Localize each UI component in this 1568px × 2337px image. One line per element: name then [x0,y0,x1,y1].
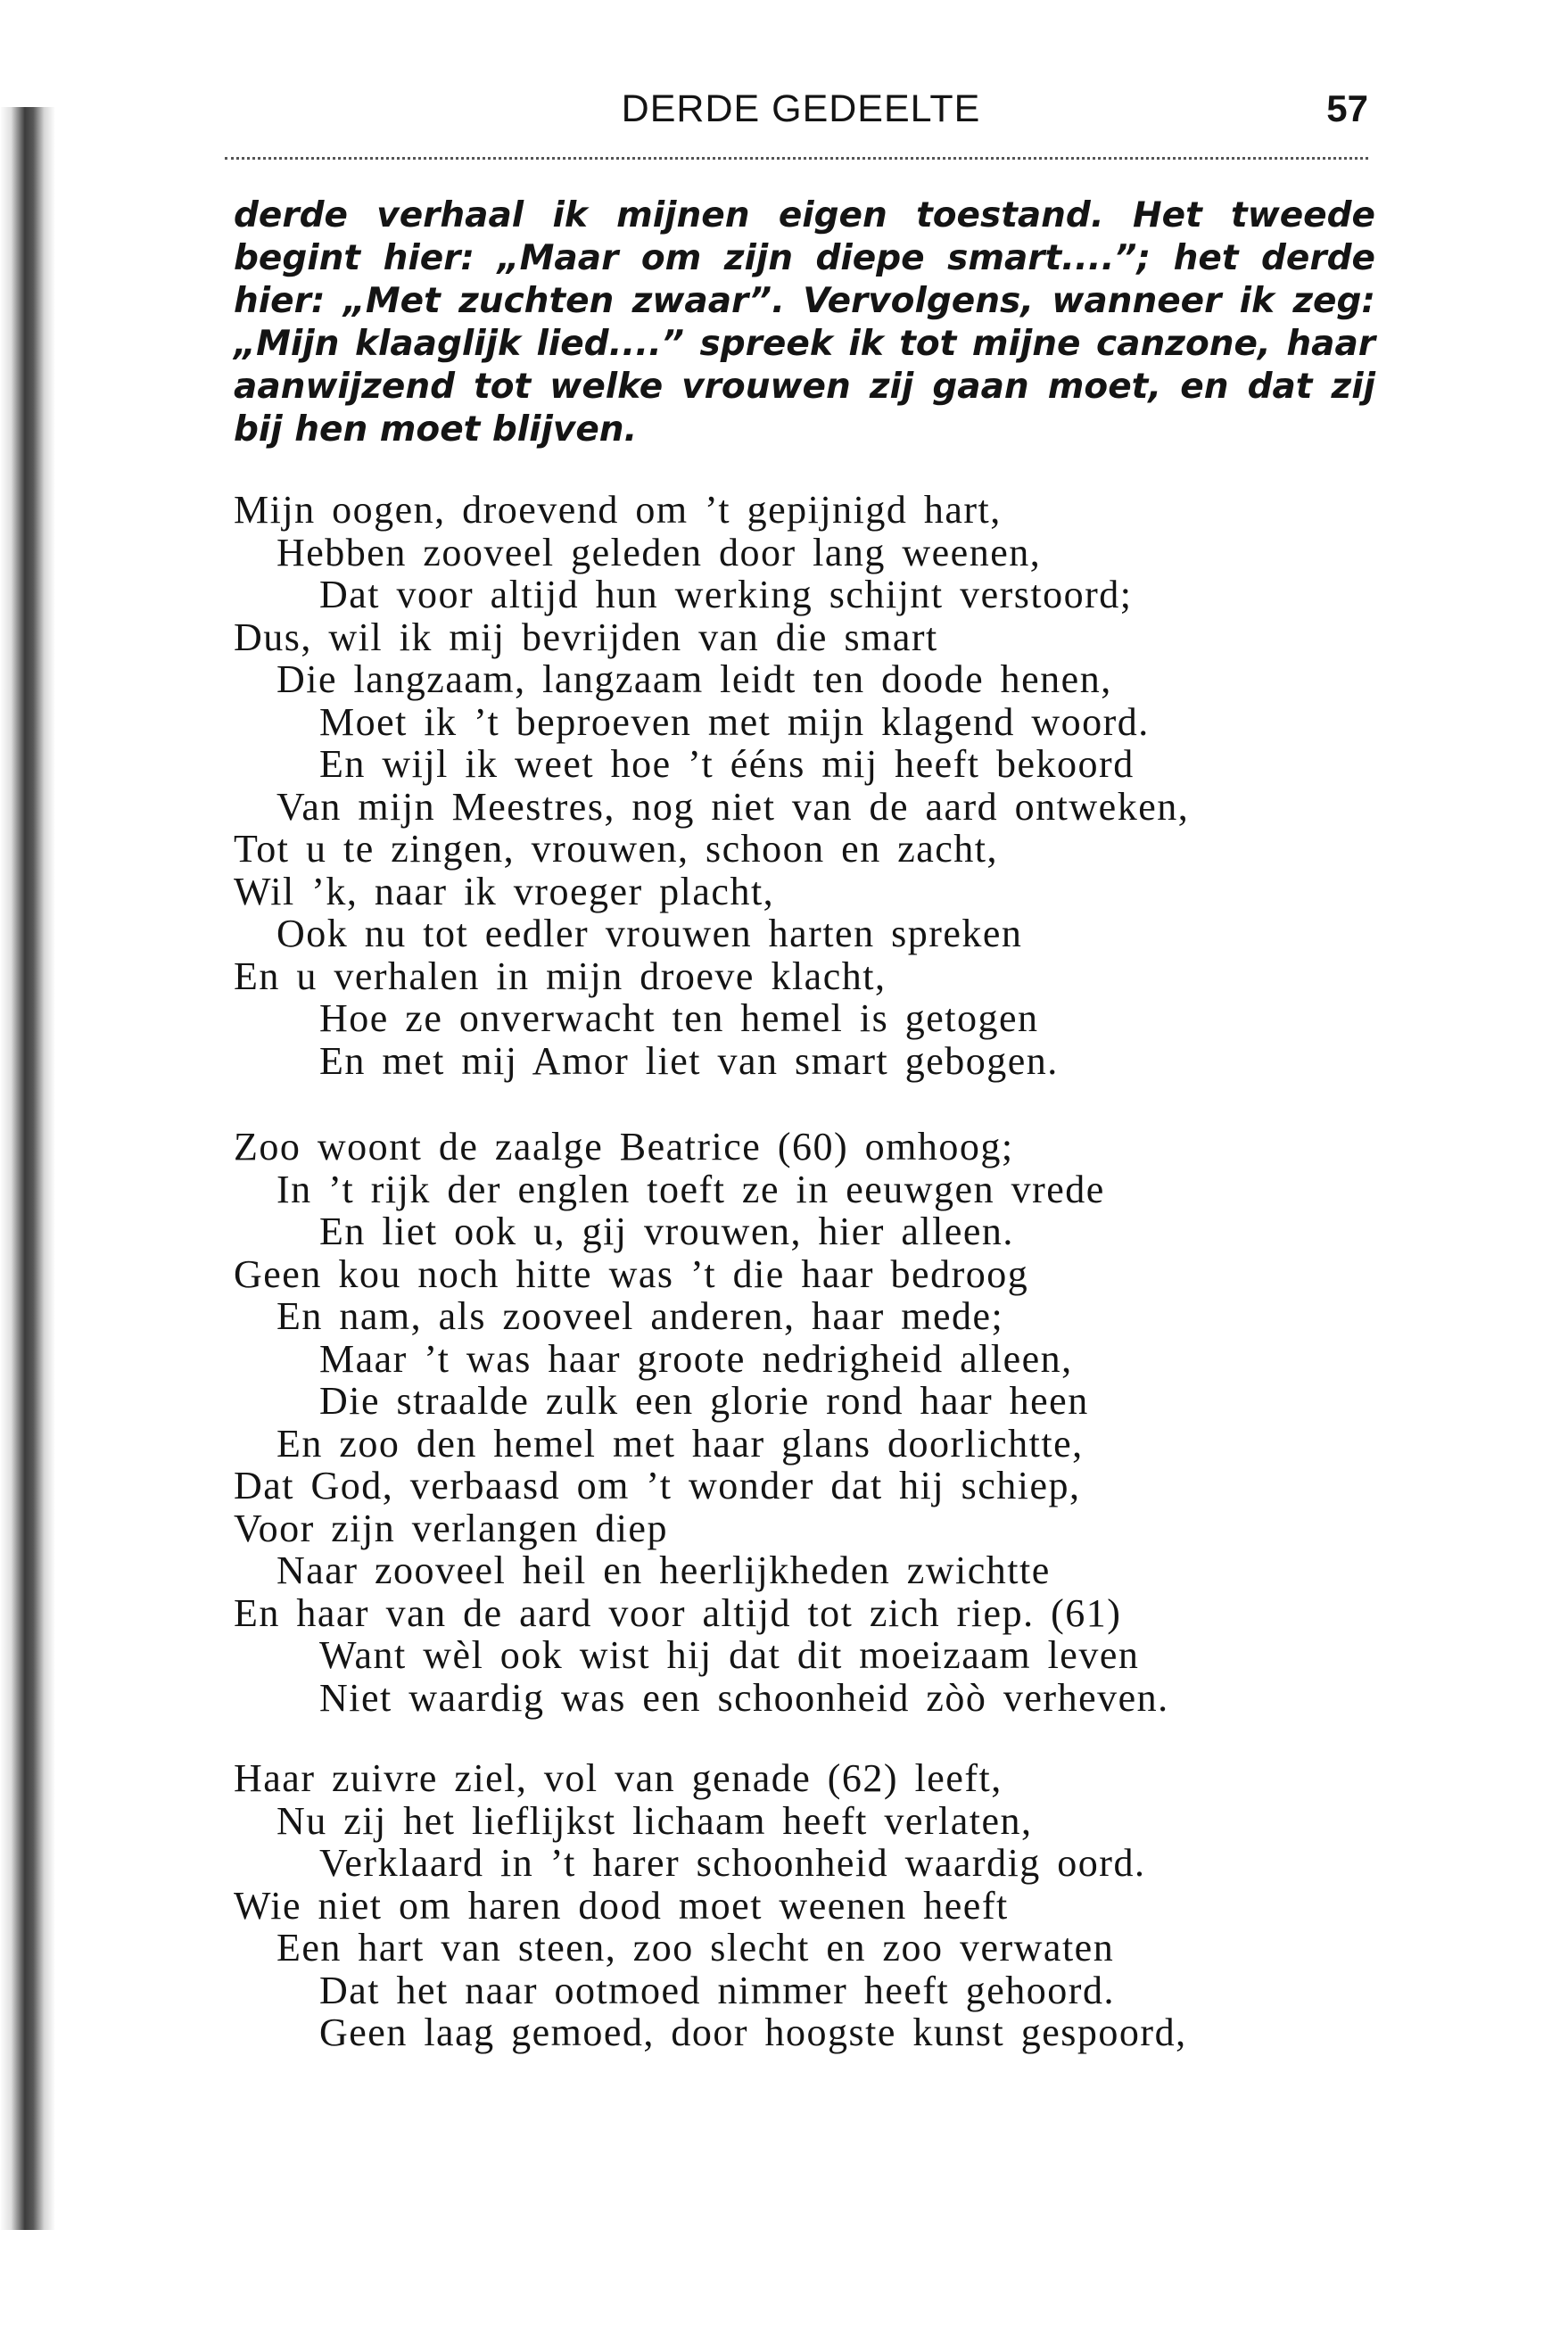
poem-stanza-1 [234,489,1375,1082]
page-header [234,87,1368,141]
verse-line: Nu zij het lieflijkst lichaam heeft verlaten, [276,1798,1033,1843]
verse-line: En met mij Amor liet van smart gebogen. [319,1038,1059,1083]
verse-line: Hoe ze onverwacht ten hemel is getogen [319,996,1039,1040]
verse-line: Die straalde zulk een glorie rond haar heen [319,1379,1089,1423]
header-rule [225,157,1368,160]
verse-line: Tot u te zingen, vrouwen, schoon en zacht, [234,827,999,871]
verse-line: Maar ’t was haar groote nedrigheid alleen, [319,1336,1073,1381]
running-head: DERDE GEDEELTE [621,87,981,130]
verse-line: Dat voor altijd hun werking schijnt verstoord; [319,573,1133,616]
verse-line: Ook nu tot eedler vrouwen harten spreken [276,912,1023,955]
poem-stanza-2 [234,1126,1375,1719]
verse-line: En wijl ik weet hoe ’t ééns mij heeft bekoord [319,742,1135,786]
verse-line: Dus, wil ik mij bevrijden van die smart [234,615,938,659]
verse-line: Dat het naar ootmoed nimmer heeft gehoord. [319,1968,1115,2012]
verse-line: Wil ’k, naar ik vroeger placht, [234,869,775,913]
verse-line: Hebben zooveel geleden door lang weenen, [276,530,1042,574]
page-binding-shadow [0,107,55,2230]
verse-line: En haar van de aard voor altijd tot zich riep. (61) [234,1590,1122,1635]
verse-line: En zoo den hemel met haar glans doorlichtte, [276,1421,1084,1466]
verse-line: Die langzaam, langzaam leidt ten doode henen, [276,657,1112,701]
verse-line: Van mijn Meestres, nog niet van de aard ontweken, [276,784,1190,829]
verse-line: Wie niet om haren dood moet weenen heeft [234,1883,1009,1928]
verse-line: Voor zijn verlangen diep [234,1506,668,1550]
verse-line: En liet ook u, gij vrouwen, hier alleen. [319,1210,1014,1253]
verse-line: Geen laag gemoed, door hoogste kunst gespoord, [319,2011,1187,2054]
verse-line: Haar zuivre ziel, vol van genade (62) leeft, [234,1756,1003,1800]
verse-line: Naar zooveel heil en heerlijkheden zwichtte [276,1548,1051,1592]
verse-line: Verklaard in ’t harer schoonheid waardig oord. [319,1841,1146,1885]
verse-line: Geen kou noch hitte was ’t die haar bedroog [234,1251,1029,1296]
verse-line: Want wèl ook wist hij dat dit moeizaam leven [319,1633,1140,1677]
verse-line: En nam, als zooveel anderen, haar mede; [276,1294,1004,1338]
verse-line: Zoo woont de zaalge Beatrice (60) omhoog; [234,1125,1014,1168]
verse-line: Een hart van steen, zoo slecht en zoo verwaten [276,1926,1115,1970]
verse-line: En u verhalen in mijn droeve klacht, [234,954,887,998]
poem-stanza-3 [234,1757,1375,2054]
verse-line: Mijn oogen, droevend om ’t gepijnigd hart, [234,488,1002,532]
page-number: 57 [1326,87,1368,129]
verse-line: Niet waardig was een schoonheid zòò verheven. [319,1675,1169,1720]
verse-line: In ’t rijk der englen toeft ze in eeuwgen vrede [276,1167,1105,1211]
prose-paragraph: derde verhaal ik mijnen eigen toestand. Het tweede begint hier: „Maar om zijn diepe smart....”; het derde hier: „Met zuchten zwaar”. Vervolgens, wanneer ik zeg: „Mijn klaaglijk lied....” spreek ik tot mijne canzone, haar aanwijzend tot welke vrouwen zij gaan moet, en dat zij bij hen moet blijven. [234,195,1375,450]
verse-line: Moet ik ’t beproeven met mijn klagend woord. [319,699,1150,744]
verse-line: Dat God, verbaasd om ’t wonder dat hij schiep, [234,1464,1081,1507]
